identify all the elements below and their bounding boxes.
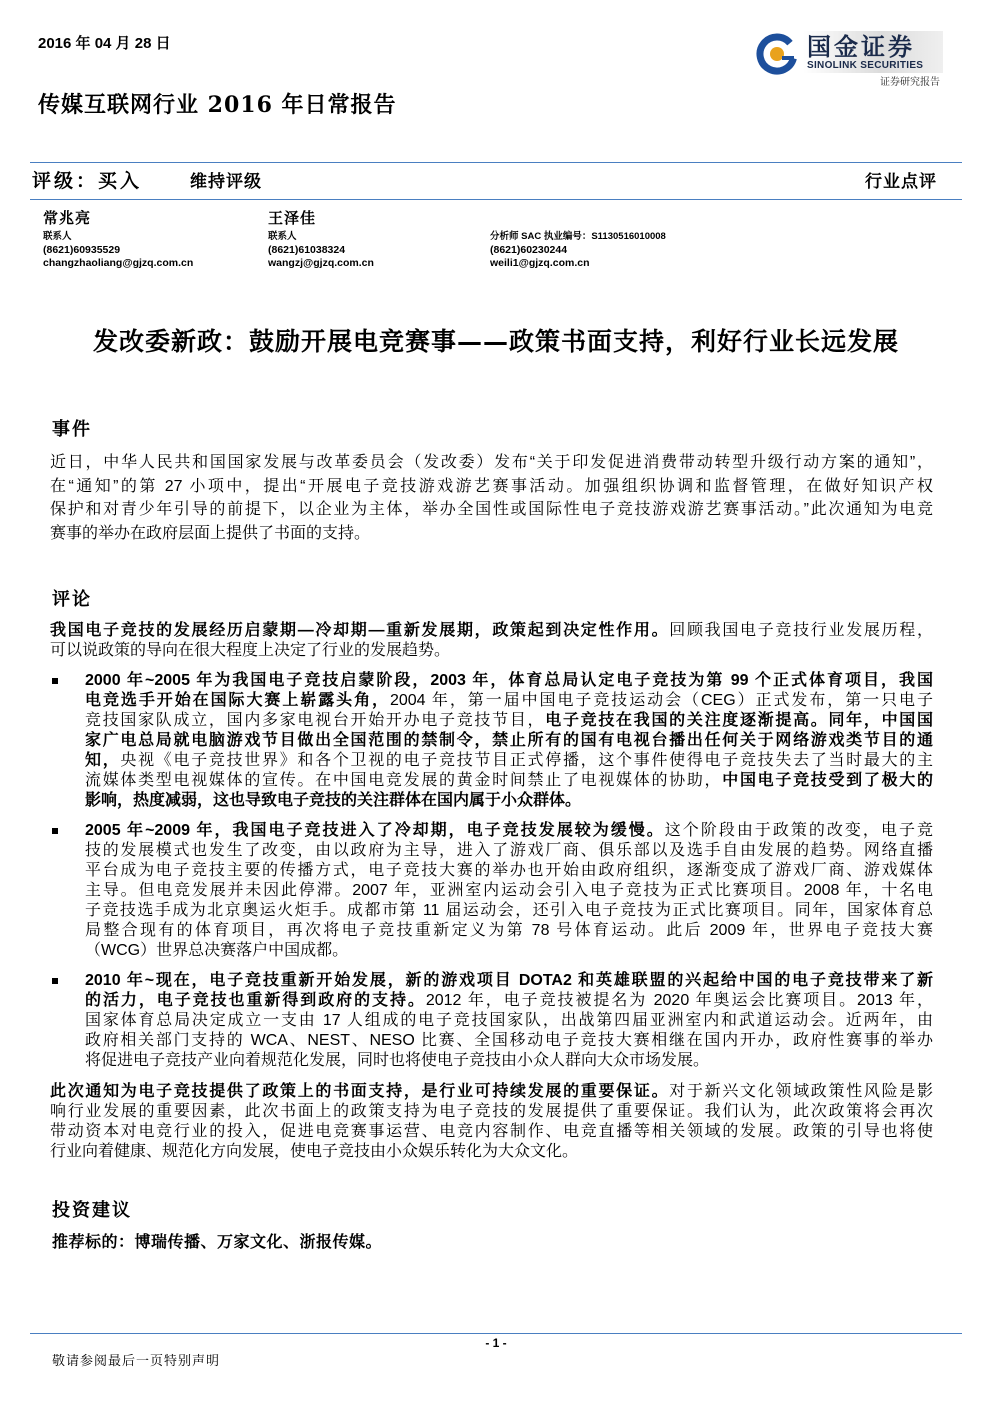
analyst-name: 常兆亮 xyxy=(43,209,92,227)
bold-text-run: 电竞选手开始在国际大赛上崭露头角， xyxy=(85,692,390,709)
text-run: 赛事的举办在政府层面上提供了书面的支持。 xyxy=(50,524,371,542)
footer-disclaimer: 敬请参阅最后一页特别声明 xyxy=(52,1353,221,1368)
analyst-card xyxy=(490,207,705,270)
text-line xyxy=(85,841,933,861)
text-line xyxy=(50,451,933,475)
bold-text-run: 影响，热度减弱，这也导致电子竞技的关注群体在国内属于小众群体。 xyxy=(85,792,582,809)
text-run: 行业向着健康、规范化方向发展，使电子竞技由小众娱乐转化为大众文化。 xyxy=(50,1143,579,1160)
text-run: 技的发展模式也发生了改变，由以政府为主导，进入了游戏厂商、俱乐部以及选手自由发展的趋势。网络直播 xyxy=(85,842,933,859)
text-run: 这个阶段由于政策的改变，电子竞 xyxy=(664,822,933,839)
text-line xyxy=(50,1102,933,1122)
text-run: 局整合现有的体育项目，再次将电子竞技重新定义为第 78 号体育运动。此后 2009 年，世界电子竞技大赛 xyxy=(85,922,933,939)
text-run: 子竞技选手成为北京奥运火炬手。成都市第 11 届运动会，还引入电子竞技为正式比赛项目。同年，国家体育总 xyxy=(85,902,933,919)
text-line xyxy=(50,1122,933,1142)
rating-label: 评级：买入 xyxy=(32,170,143,192)
text-line xyxy=(85,791,933,811)
text-line xyxy=(50,641,933,661)
bold-text-run: 中国电子竞技受到了极大的 xyxy=(722,772,933,789)
rating-status: 维持评级 xyxy=(190,172,262,192)
text-run: 在“通知”的第 27 小项中，提出“开展电子竞技游戏游艺赛事活动。加强组织协调和监督管理，在做好知识产权 xyxy=(50,477,933,495)
text-line xyxy=(85,991,933,1011)
text-run: 保护和对青少年引导的前提下，以企业为主体，举办全国性或国际性电子竞技游戏游艺赛事活动。”此次通知为电竞 xyxy=(50,501,933,518)
comment-intro-paragraph xyxy=(50,621,933,661)
analyst-role: 联系人 xyxy=(43,231,72,242)
analyst-card xyxy=(268,207,483,270)
text-run: 回顾我国电子竞技行业发展历程， xyxy=(669,622,933,639)
analyst-email: changzhaoliang@gjzq.com.cn xyxy=(43,257,194,269)
header-divider-top xyxy=(30,162,962,163)
bold-text-run: 2010 年~现在，电子竞技重新开始发展，新的游戏项目 DOTA2 和英雄联盟的兴起给中国的电子竞技带来了新 xyxy=(85,972,933,989)
analyst-phone: (8621)60935529 xyxy=(43,244,121,256)
text-line xyxy=(85,901,933,921)
text-run: 带动资本对电竞行业的投入，促进电竞赛事运营、电竞内容制作、电竞直播等相关领域的发展。政策的引导也将使 xyxy=(50,1123,933,1140)
bullet-marker xyxy=(52,678,58,684)
report-headline: 发改委新政：鼓励开展电竞赛事——政策书面支持，利好行业长远发展 xyxy=(92,327,899,356)
bullet-item-2005-2009 xyxy=(85,821,933,961)
text-run: 主导。但电竞发展并未因此停滞。2007 年，亚洲室内运动会引入电子竞技为正式比赛项目。2008 年，十名电 xyxy=(85,882,933,899)
text-run: 央视《电子竞技世界》和各个卫视的电子竞技节目正式停播，这个事件使得电子竞技失去了当时最大的主 xyxy=(120,752,933,769)
analyst-name xyxy=(490,207,705,230)
text-line xyxy=(50,522,933,546)
analyst-email: wangzj@gjzq.com.cn xyxy=(268,257,374,269)
text-run: 2004 年，第一届中国电子竞技运动会（CEG）正式发布，第一只电子 xyxy=(389,692,933,709)
text-line xyxy=(85,881,933,901)
text-line xyxy=(85,1031,933,1051)
analyst-role: 联系人 xyxy=(268,231,297,242)
analyst-role: 分析师 SAC 执业编号：S1130516010008 xyxy=(490,231,666,242)
logo-chinese-name: 国金证券 xyxy=(807,33,915,61)
comment-conclusion-paragraph xyxy=(50,1082,933,1162)
text-run: 响行业发展的重要因素，此次书面上的政策支持为电子竞技的发展提供了重要保证。我们认为，此次政策将会再次 xyxy=(50,1103,933,1120)
text-line xyxy=(85,671,933,691)
logo-english-name: SINOLINK SECURITIES xyxy=(807,60,924,71)
text-line xyxy=(85,771,933,791)
bold-text-run: 此次通知为电子竞技提供了政策上的书面支持，是行业可持续发展的重要保证。 xyxy=(50,1083,670,1100)
text-run: 2012 年，电子竞技被提名为 2020 年奥运会比赛项目。2013 年， xyxy=(425,992,933,1009)
analyst-email: weili1@gjzq.com.cn xyxy=(490,257,590,269)
footer-divider xyxy=(30,1333,962,1334)
analyst-card xyxy=(43,207,258,270)
bullet-item-2000-2005 xyxy=(85,671,933,811)
recommended-stocks: 推荐标的：博瑞传播、万家文化、浙报传媒。 xyxy=(52,1234,383,1251)
text-run: 流媒体类型电视媒体的宣传。在中国电竞发展的黄金时间禁止了电视媒体的协助， xyxy=(85,772,723,789)
text-run: （WCG）世界总决赛落户中国成都。 xyxy=(85,942,349,959)
text-line xyxy=(85,751,933,771)
report-date: 2016 年 04 月 28 日 xyxy=(38,35,171,52)
bold-text-run: 2005 年~2009 年，我国电子竞技进入了冷却期，电子竞技发展较为缓慢。 xyxy=(85,822,665,839)
page-number: - 1 - xyxy=(485,1336,507,1350)
text-run: 可以说政策的导向在很大程度上决定了行业的发展趋势。 xyxy=(50,642,451,659)
text-line xyxy=(85,711,933,731)
section-heading-event: 事件 xyxy=(52,419,92,440)
text-line xyxy=(50,1082,933,1102)
analyst-name: 王泽佳 xyxy=(268,209,317,227)
bold-text-run: 2000 年~2005 年为我国电子竞技启蒙阶段，2003 年，体育总局认定电子竞技为第 99 个正式体育项目，我国 xyxy=(85,672,933,689)
analyst-phone: (8621)60230244 xyxy=(490,244,568,256)
text-line xyxy=(50,1142,933,1162)
text-line xyxy=(85,1011,933,1031)
section-heading-investment: 投资建议 xyxy=(52,1200,132,1221)
bold-text-run: 的活力，电子竞技也重新得到政府的支持。 xyxy=(85,992,426,1009)
text-run: 竞技国家队成立，国内多家电视台开始开办电子竞技节目， xyxy=(85,712,546,729)
bullet-marker xyxy=(52,978,58,984)
header-divider-bottom xyxy=(30,199,962,200)
report-title: 传媒互联网行业 2016 年日常报告 xyxy=(38,92,397,118)
text-line xyxy=(85,941,933,961)
report-type: 行业点评 xyxy=(865,172,937,192)
text-line xyxy=(50,498,933,522)
text-run: 平台成为电子竞技主要的传播方式，电子竞技大赛的举办也开始由政府组织，逐渐变成了游戏厂商、游戏媒体 xyxy=(85,862,933,879)
company-logo xyxy=(755,31,945,77)
bold-text-run: 知， xyxy=(85,752,121,769)
section-heading-comment: 评论 xyxy=(52,589,92,610)
analyst-phone: (8621)61038324 xyxy=(268,244,346,256)
event-paragraph xyxy=(50,451,933,545)
logo-subtitle: 证券研究报告 xyxy=(880,77,940,88)
sinolink-logo-icon xyxy=(755,32,799,76)
text-line xyxy=(85,731,933,751)
text-line xyxy=(50,475,933,499)
bullet-marker xyxy=(52,828,58,834)
bold-text-run: 家广电总局就电脑游戏节目做出全国范围的禁制令，禁止所有的国有电视台播出任何关于网络游戏类节目的通 xyxy=(85,732,933,749)
text-run: 政府相关部门支持的 WCA、NEST、NESO 比赛、全国移动电子竞技大赛相继在国内开办，政府性赛事的举办 xyxy=(85,1032,933,1049)
bullet-item-2010-now xyxy=(85,971,933,1071)
text-line xyxy=(50,621,933,641)
text-run: 近日，中华人民共和国国家发展与改革委员会（发改委）发布“关于印发促进消费带动转型升级行动方案的通知”， xyxy=(50,454,933,471)
text-line xyxy=(85,691,933,711)
text-line xyxy=(85,921,933,941)
text-line xyxy=(85,821,933,841)
logo-wordmark xyxy=(803,31,943,73)
bold-text-run: 我国电子竞技的发展经历启蒙期—冷却期—重新发展期，政策起到决定性作用。 xyxy=(50,622,670,639)
bold-text-run: 电子竞技在我国的关注度逐渐提高。同年，中国国 xyxy=(545,712,933,729)
text-run: 将促进电子竞技产业向着规范化发展，同时也将使电子竞技由小众人群向大众市场发展。 xyxy=(85,1052,710,1069)
text-run: 对于新兴文化领域政策性风险是影 xyxy=(669,1083,933,1100)
text-line xyxy=(85,861,933,881)
text-line xyxy=(85,1051,933,1071)
text-run: 国家体育总局决定成立一支由 17 人组成的电子竞技国家队，出战第四届亚洲室内和武道运动会。近两年，由 xyxy=(85,1012,933,1029)
text-line xyxy=(85,971,933,991)
